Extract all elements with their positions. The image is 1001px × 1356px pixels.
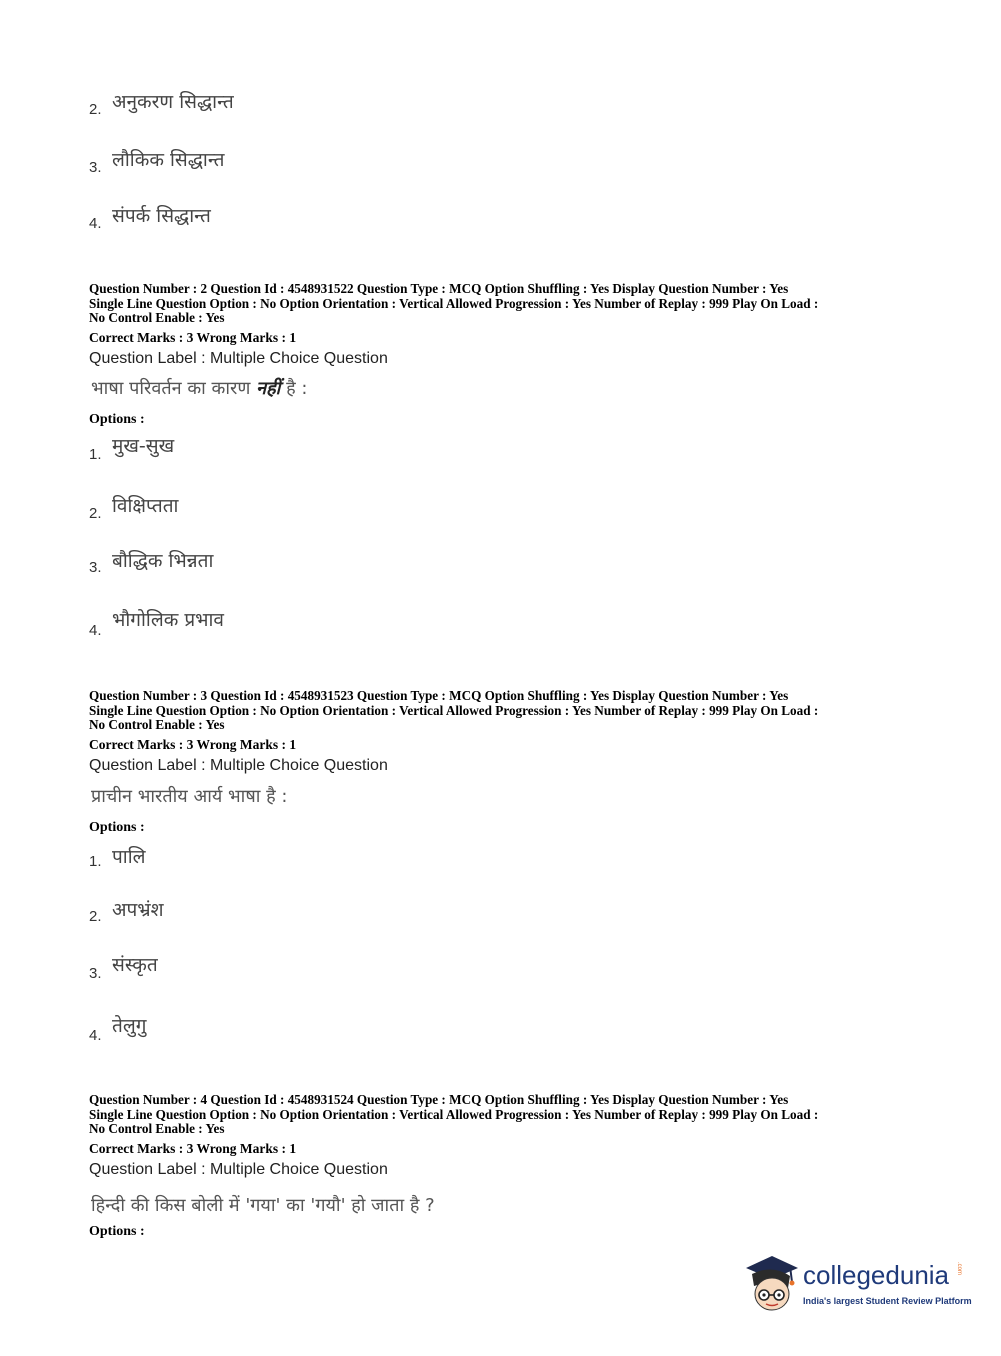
option-text: अनुकरण सिद्धान्त [112,91,234,113]
logo-tagline: India's largest Student Review Platform [803,1296,972,1306]
option-number: 1. [89,446,102,463]
option-text: विक्षिप्तता [112,495,179,517]
question-label: Question Label : Multiple Choice Question [89,757,388,774]
options-heading: Options : [89,412,145,427]
option-number: 2. [89,908,102,925]
option-text: बौद्धिक भिन्नता [112,550,214,572]
question-meta: Question Number : 4 Question Id : 4548931524 Question Type : MCQ Option Shuffling : Yes Display Question Number : Yes Single Line Question Option : No Option Orientation : Vertical Allowed Progression : Yes Number of Replay : 999 Play On Load : No Control Enable : Yes [89,1092,819,1137]
option-number: 1. [89,853,102,870]
option-number: 3. [89,965,102,982]
question-text: भाषा परिवर्तन का कारण नहीं है : [91,378,308,399]
option-number: 2. [89,505,102,522]
option-number: 3. [89,559,102,576]
option-number: 3. [89,159,102,176]
option-text: संस्कृत [112,954,158,976]
option-text: तेलुगु [112,1015,147,1037]
collegedunia-logo[interactable] [742,1252,972,1316]
logo-wordmark: collegedunia [803,1260,950,1290]
option-number: 4. [89,622,102,639]
mascot-icon [742,1252,802,1314]
question-meta: Question Number : 3 Question Id : 4548931523 Question Type : MCQ Option Shuffling : Yes Display Question Number : Yes Single Line Question Option : No Option Orientation : Vertical Allowed Progression : Yes Number of Replay : 999 Play On Load : No Control Enable : Yes [89,688,819,733]
question-meta: Question Number : 2 Question Id : 4548931522 Question Type : MCQ Option Shuffling : Yes Display Question Number : Yes Single Line Question Option : No Option Orientation : Vertical Allowed Progression : Yes Number of Replay : 999 Play On Load : No Control Enable : Yes [89,281,819,326]
option-number: 4. [89,215,102,232]
option-number: 4. [89,1027,102,1044]
question-marks: Correct Marks : 3 Wrong Marks : 1 [89,737,297,752]
option-text: मुख-सुख [112,435,175,457]
question-text: प्राचीन भारतीय आर्य भाषा है : [91,786,288,807]
question-marks: Correct Marks : 3 Wrong Marks : 1 [89,1141,297,1156]
option-text: भौगोलिक प्रभाव [112,609,224,631]
question-label: Question Label : Multiple Choice Question [89,1161,388,1178]
question-text: हिन्दी की किस बोली में 'गया' का 'गयौ' हो जाता है ? [91,1195,435,1216]
question-marks: Correct Marks : 3 Wrong Marks : 1 [89,330,297,345]
logo-domain: .com [956,1262,962,1276]
option-number: 2. [89,101,102,118]
option-text: लौकिक सिद्धान्त [112,149,225,171]
question-label: Question Label : Multiple Choice Question [89,350,388,367]
option-text: संपर्क सिद्धान्त [112,205,211,227]
options-heading: Options : [89,1224,145,1239]
option-text: अपभ्रंश [112,899,164,921]
option-text: पालि [112,846,146,868]
question-text-emphasis: नहीं [256,378,281,399]
options-heading: Options : [89,820,145,835]
